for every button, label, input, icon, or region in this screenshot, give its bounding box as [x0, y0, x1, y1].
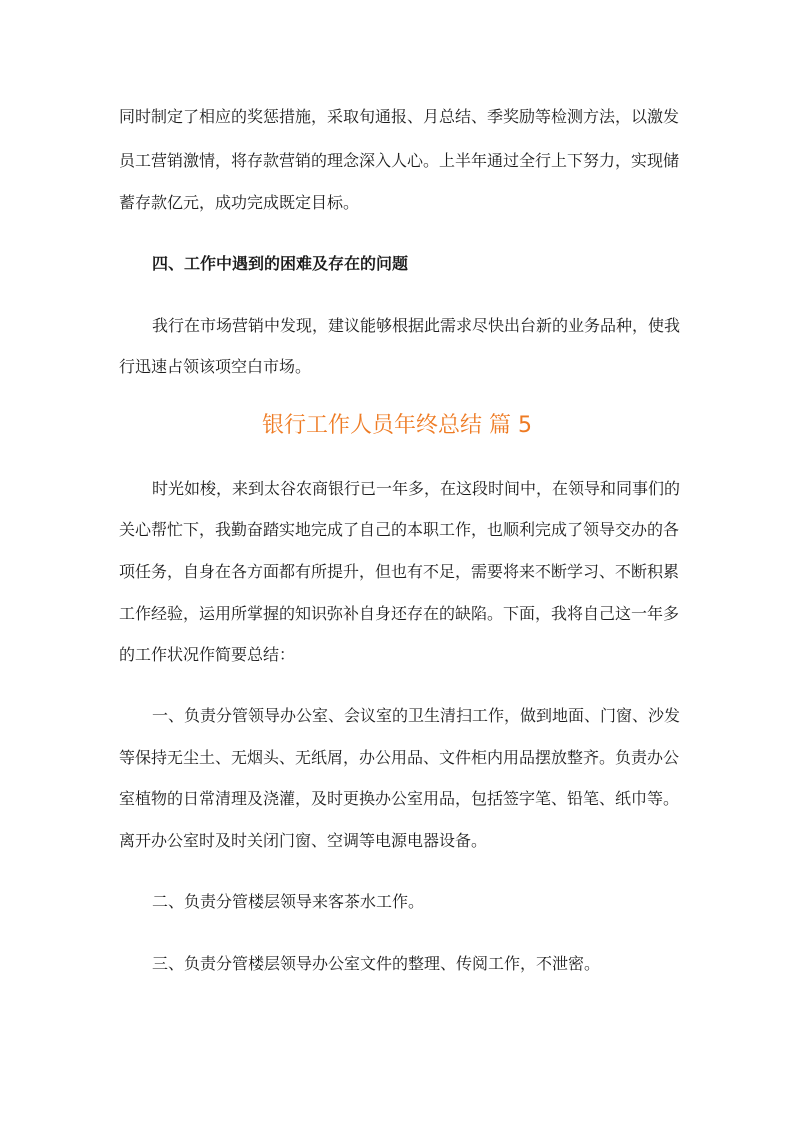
paragraph-line: 离开办公室时及时关闭门窗、空调等电源电器设备。 — [119, 831, 488, 850]
paragraph-line: 室植物的日常清理及浇灌，及时更换办公室用品，包括签字笔、铅笔、纸巾等。 — [119, 789, 680, 808]
paragraph-duty-2: 二、负责分管楼层领导来客茶水工作。 — [152, 892, 425, 911]
paragraph-line: 的工作状况作简要总结： — [119, 645, 296, 664]
paragraph-line: 员工营销激情，将存款营销的理念深入人心。上半年通过全行上下努力，实现储 — [119, 151, 680, 170]
paragraph-line: 工作经验，运用所掌握的知识弥补自身还存在的缺陷。下面，我将自己这一年多 — [119, 604, 680, 623]
paragraph-line: 等保持无尘土、无烟头、无纸屑，办公用品、文件柜内用品摆放整齐。负责办公 — [119, 748, 680, 767]
paragraph-line: 蓄存款亿元，成功完成既定目标。 — [119, 193, 360, 212]
paragraph-line: 我行在市场营销中发现，建议能够根据此需求尽快出台新的业务品种，使我 — [152, 316, 681, 335]
paragraph-line: 一、负责分管领导办公室、会议室的卫生清扫工作，做到地面、门窗、沙发 — [152, 706, 681, 725]
paragraph-line: 关心帮忙下，我勤奋踏实地完成了自己的本职工作，也顺利完成了领导交办的各 — [119, 520, 680, 539]
section-title: 银行工作人员年终总结 篇 5 — [262, 413, 532, 438]
paragraph-line: 项任务，自身在各方面都有所提升，但也有不足，需要将来不断学习、不断积累 — [119, 562, 680, 581]
heading-problems: 四、工作中遇到的困难及存在的问题 — [152, 254, 409, 273]
paragraph-line: 时光如梭，来到太谷农商银行已一年多，在这段时间中，在领导和同事们的 — [152, 479, 681, 498]
paragraph-line: 行迅速占领该项空白市场。 — [119, 357, 312, 376]
paragraph-line: 同时制定了相应的奖惩措施，采取旬通报、月总结、季奖励等检测方法，以激发 — [119, 107, 680, 126]
paragraph-duty-3: 三、负责分管楼层领导办公室文件的整理、传阅工作，不泄密。 — [152, 954, 601, 973]
